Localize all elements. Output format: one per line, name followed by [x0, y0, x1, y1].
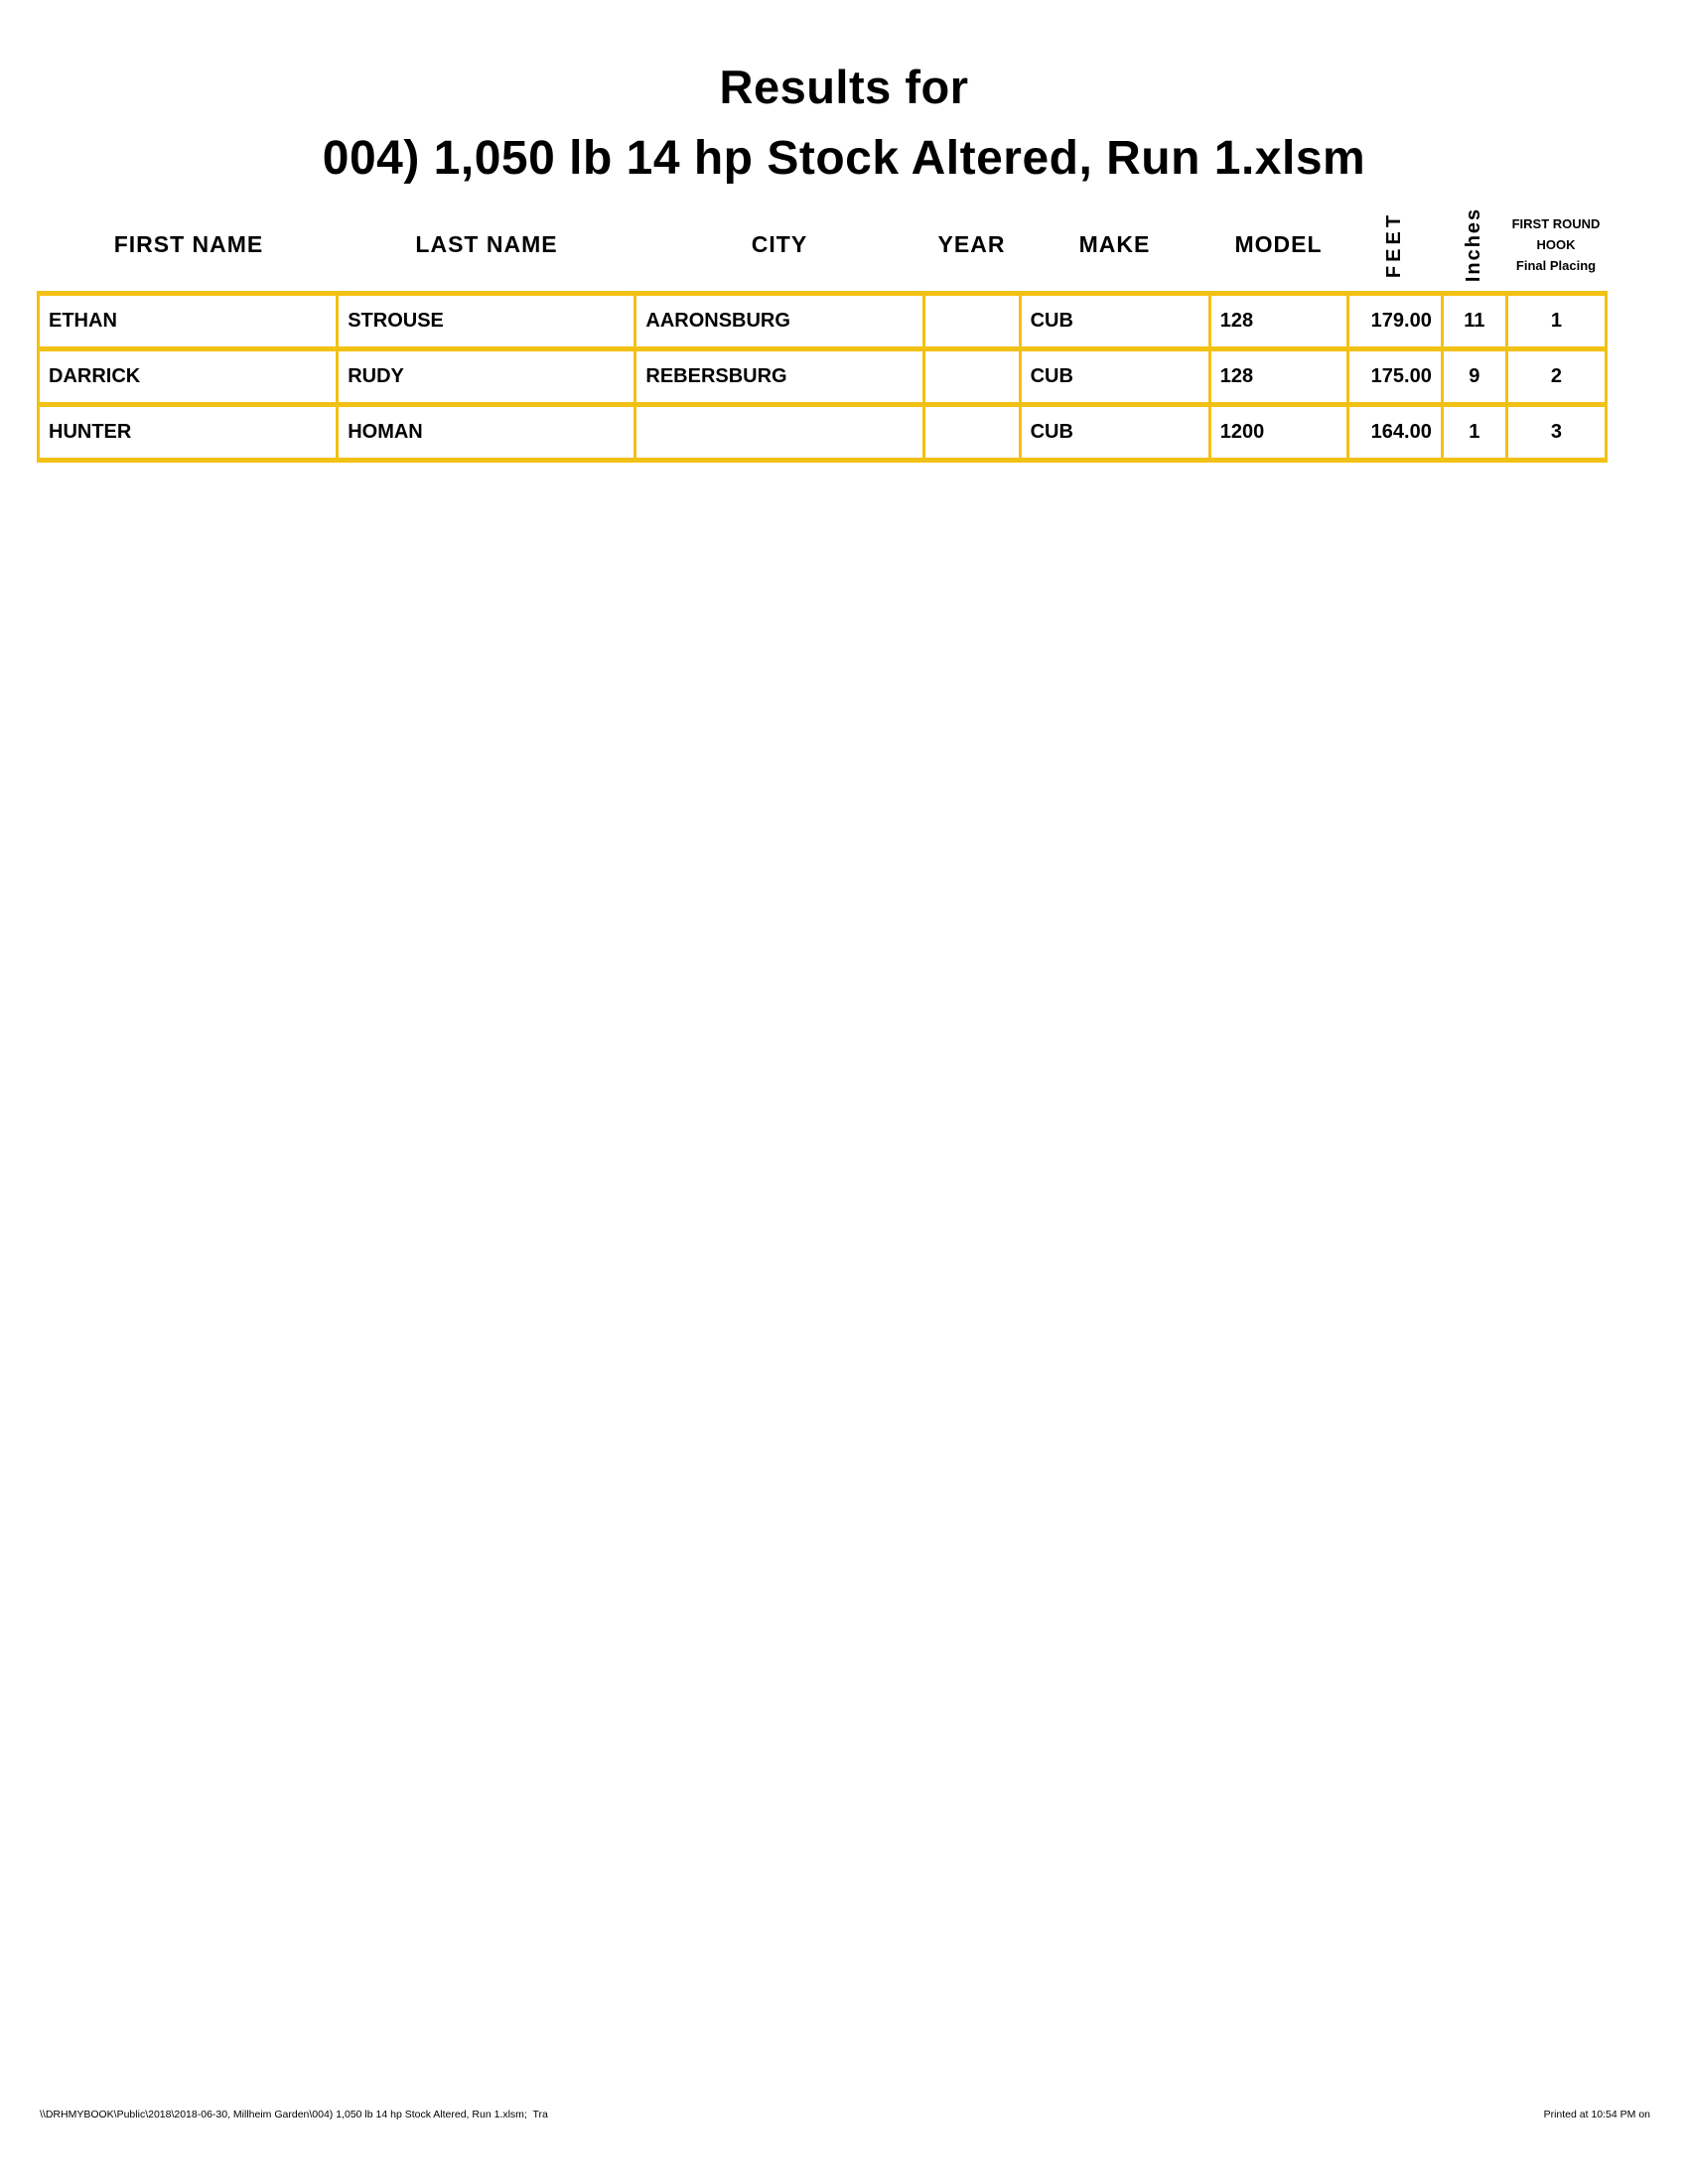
inches-rotated-label: Inches	[1463, 206, 1485, 282]
cell-year	[923, 294, 1020, 349]
column-header-model: MODEL	[1234, 230, 1323, 257]
cell-make: CUB	[1020, 294, 1209, 349]
cell-first-name: DARRICK	[39, 349, 338, 405]
column-header-first-name: FIRST NAME	[113, 230, 264, 257]
cell-model: 128	[1209, 294, 1347, 349]
column-header-year: YEAR	[937, 230, 1006, 257]
table-row	[39, 349, 1607, 405]
cell-model: 128	[1209, 349, 1347, 405]
cell-last-name: HOMAN	[338, 405, 635, 461]
cell-placing: 1	[1506, 294, 1606, 349]
footer-printed-timestamp: Printed at 10:54 PM on	[1543, 2109, 1650, 2120]
cell-make: CUB	[1020, 405, 1209, 461]
footer-file-path: \\DRHMYBOOK\Public\2018\2018-06-30, Millheim Garden\004) 1,050 lb 14 hp Stock Altered, Run 1.xlsm; Tra	[40, 2109, 548, 2120]
placing-header-line3: Final Placing	[1515, 257, 1597, 273]
cell-city: AARONSBURG	[635, 294, 923, 349]
cell-year	[923, 405, 1020, 461]
cell-first-name: ETHAN	[39, 294, 338, 349]
column-header-feet	[1347, 199, 1442, 290]
cell-feet: 164.00	[1347, 405, 1442, 461]
cell-model: 1200	[1209, 405, 1347, 461]
cell-placing: 3	[1506, 405, 1606, 461]
page-title: Results for	[719, 61, 969, 113]
placing-header-line2: HOOK	[1536, 236, 1576, 252]
table-row	[39, 405, 1607, 461]
cell-feet: 175.00	[1347, 349, 1442, 405]
cell-feet: 179.00	[1347, 294, 1442, 349]
column-header-inches	[1442, 199, 1506, 290]
cell-make: CUB	[1020, 349, 1209, 405]
page-subtitle-filename: 004) 1,050 lb 14 hp Stock Altered, Run 1.xlsm	[322, 132, 1366, 185]
results-table	[37, 291, 1608, 463]
column-header-make: MAKE	[1078, 230, 1151, 257]
cell-inches: 9	[1442, 349, 1506, 405]
column-header-last-name: LAST NAME	[415, 230, 558, 257]
table-row	[39, 294, 1607, 349]
cell-inches: 11	[1442, 294, 1506, 349]
table-column-headers	[40, 199, 1606, 290]
placing-header-line1: FIRST ROUND	[1511, 215, 1601, 231]
feet-rotated-label: FEET	[1383, 210, 1405, 278]
cell-year	[923, 349, 1020, 405]
column-header-final-placing	[1506, 199, 1606, 290]
cell-first-name: HUNTER	[39, 405, 338, 461]
column-header-city: CITY	[751, 230, 808, 257]
cell-placing: 2	[1506, 349, 1606, 405]
cell-last-name: RUDY	[338, 349, 635, 405]
cell-city	[635, 405, 923, 461]
cell-city: REBERSBURG	[635, 349, 923, 405]
cell-inches: 1	[1442, 405, 1506, 461]
cell-last-name: STROUSE	[338, 294, 635, 349]
